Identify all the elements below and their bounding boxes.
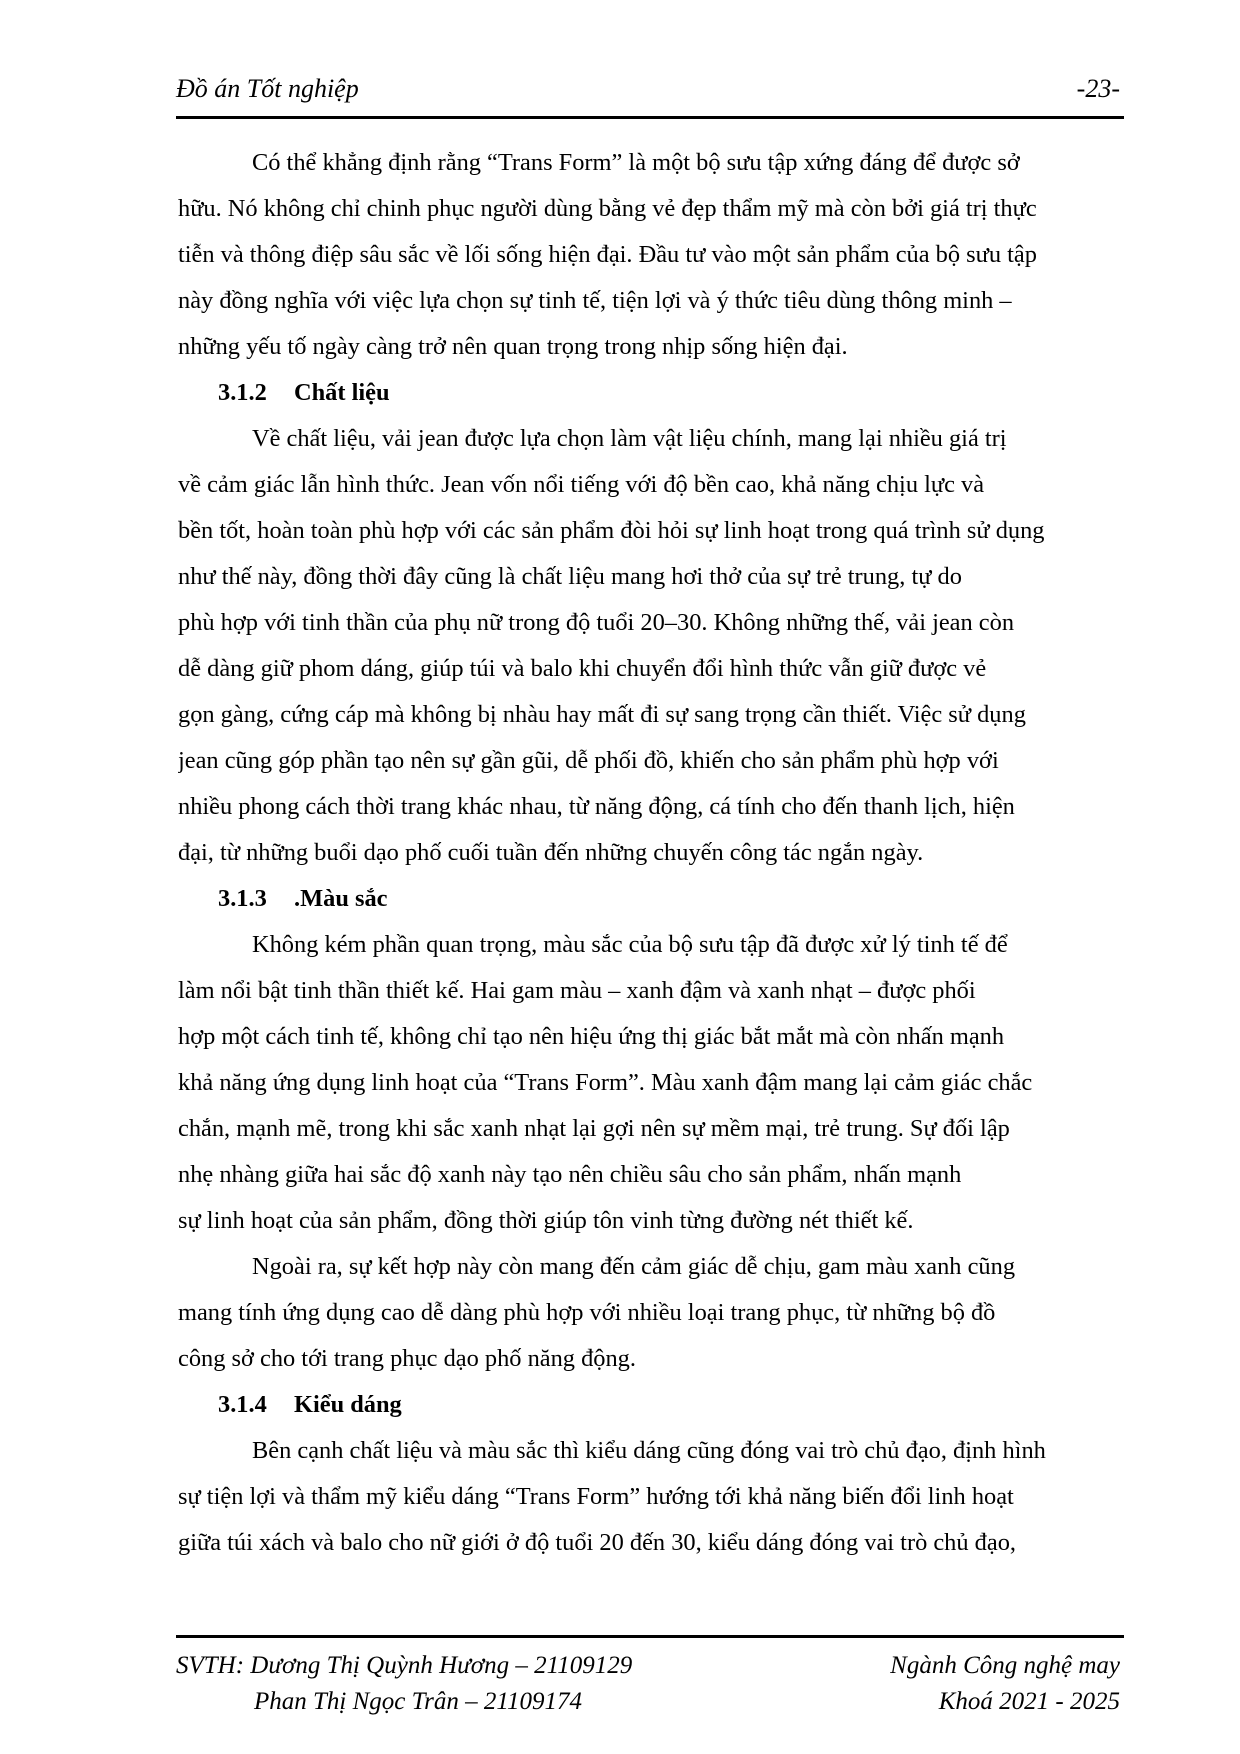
paragraph-material	[178, 416, 1240, 876]
text-line: Bên cạnh chất liệu và màu sắc thì kiểu dáng cũng đóng vai trò chủ đạo, định hình	[252, 1437, 1046, 1464]
text-line: chắn, mạnh mẽ, trong khi sắc xanh nhạt lại gợi nên sự mềm mại, trẻ trung. Sự đối lập	[178, 1115, 1010, 1142]
section-heading-chat-lieu	[178, 370, 1240, 416]
text-line: dễ dàng giữ phom dáng, giúp túi và balo khi chuyển đổi hình thức vẫn giữ được vẻ	[178, 655, 987, 682]
text-line: Ngoài ra, sự kết hợp này còn mang đến cảm giác dễ chịu, gam màu xanh cũng	[252, 1253, 1016, 1280]
page-header	[176, 74, 1124, 114]
section-title: Kiểu dáng	[294, 1391, 402, 1418]
paragraph-intro	[178, 140, 1240, 370]
text-line: giữa túi xách và balo cho nữ giới ở độ tuổi 20 đến 30, kiểu dáng đóng vai trò chủ đạo,	[178, 1529, 1016, 1556]
text-line: khả năng ứng dụng linh hoạt của “Trans Form”. Màu xanh đậm mang lại cảm giác chắc	[178, 1069, 1033, 1096]
text-line: phù hợp với tinh thần của phụ nữ trong độ tuổi 20–30. Không những thế, vải jean còn	[178, 609, 1015, 636]
section-title: Chất liệu	[294, 379, 390, 406]
text-line: đại, từ những buổi dạo phố cuối tuần đến những chuyến công tác ngắn ngày.	[178, 839, 924, 866]
footer-program	[890, 1648, 1120, 1720]
section-title: .Màu sắc	[294, 885, 388, 912]
paragraph-color-extra	[178, 1244, 1240, 1382]
text-line: như thế này, đồng thời đây cũng là chất liệu mang hơi thở của sự trẻ trung, tự do	[178, 563, 962, 590]
student-line: SVTH: Dương Thị Quỳnh Hương – 21109129	[176, 1652, 633, 1679]
text-line: những yếu tố ngày càng trở nên quan trọng trong nhịp sống hiện đại.	[178, 333, 848, 360]
text-line: jean cũng góp phần tạo nên sự gần gũi, dễ phối đồ, khiến cho sản phẩm phù hợp với	[178, 747, 999, 774]
section-number: 3.1.2	[218, 379, 267, 406]
text-line: tiễn và thông điệp sâu sắc về lối sống hiện đại. Đầu tư vào một sản phẩm của bộ sưu tập	[178, 241, 1037, 268]
paragraph-shape	[178, 1428, 1240, 1566]
text-line: công sở cho tới trang phục dạo phố năng động.	[178, 1345, 636, 1372]
text-line: sự tiện lợi và thẩm mỹ kiểu dáng “Trans Form” hướng tới khả năng biến đổi linh hoạt	[178, 1483, 1014, 1510]
text-line: hợp một cách tinh tế, không chỉ tạo nên hiệu ứng thị giác bắt mắt mà còn nhấn mạnh	[178, 1023, 1005, 1050]
text-line: mang tính ứng dụng cao dễ dàng phù hợp với nhiều loại trang phục, từ những bộ đồ	[178, 1299, 996, 1326]
text-line: hữu. Nó không chỉ chinh phục người dùng bằng vẻ đẹp thẩm mỹ mà còn bởi giá trị thực	[178, 195, 1037, 222]
text-line: Về chất liệu, vải jean được lựa chọn làm vật liệu chính, mang lại nhiều giá trị	[252, 425, 1007, 452]
text-line: sự linh hoạt của sản phẩm, đồng thời giúp tôn vinh từng đường nét thiết kế.	[178, 1207, 914, 1234]
page-number: -23-	[1076, 74, 1120, 103]
text-line: gọn gàng, cứng cáp mà không bị nhàu hay mất đi sự sang trọng cần thiết. Việc sử dụng	[178, 701, 1026, 728]
major-name: Ngành Công nghệ may	[890, 1652, 1120, 1679]
course-years: Khoá 2021 - 2025	[938, 1688, 1120, 1715]
student-line: Phan Thị Ngọc Trân – 21109174	[254, 1688, 583, 1715]
text-line: làm nổi bật tinh thần thiết kế. Hai gam màu – xanh đậm và xanh nhạt – được phối	[178, 977, 976, 1004]
section-heading-kieu-dang	[178, 1382, 1240, 1428]
header-rule	[176, 116, 1124, 119]
text-line: nhiều phong cách thời trang khác nhau, từ năng động, cá tính cho đến thanh lịch, hiện	[178, 793, 1015, 820]
text-line: bền tốt, hoàn toàn phù hợp với các sản phẩm đòi hỏi sự linh hoạt trong quá trình sử dụng	[178, 517, 1045, 544]
page-body	[178, 140, 1240, 1566]
text-line: này đồng nghĩa với việc lựa chọn sự tinh tế, tiện lợi và ý thức tiêu dùng thông minh –	[178, 287, 1012, 314]
text-line: Không kém phần quan trọng, màu sắc của bộ sưu tập đã được xử lý tinh tế để	[252, 931, 1008, 958]
footer-students	[176, 1648, 632, 1720]
text-line: về cảm giác lẫn hình thức. Jean vốn nổi tiếng với độ bền cao, khả năng chịu lực và	[178, 471, 985, 498]
section-number: 3.1.3	[218, 885, 267, 912]
text-line: Có thể khẳng định rằng “Trans Form” là một bộ sưu tập xứng đáng để được sở	[252, 149, 1020, 176]
paragraph-color	[178, 922, 1240, 1244]
text-line: nhẹ nhàng giữa hai sắc độ xanh này tạo nên chiều sâu cho sản phẩm, nhấn mạnh	[178, 1161, 962, 1188]
section-number: 3.1.4	[218, 1391, 267, 1418]
section-heading-mau-sac	[178, 876, 1240, 922]
footer-rule	[176, 1635, 1124, 1638]
document-title: Đồ án Tốt nghiệp	[176, 74, 359, 103]
